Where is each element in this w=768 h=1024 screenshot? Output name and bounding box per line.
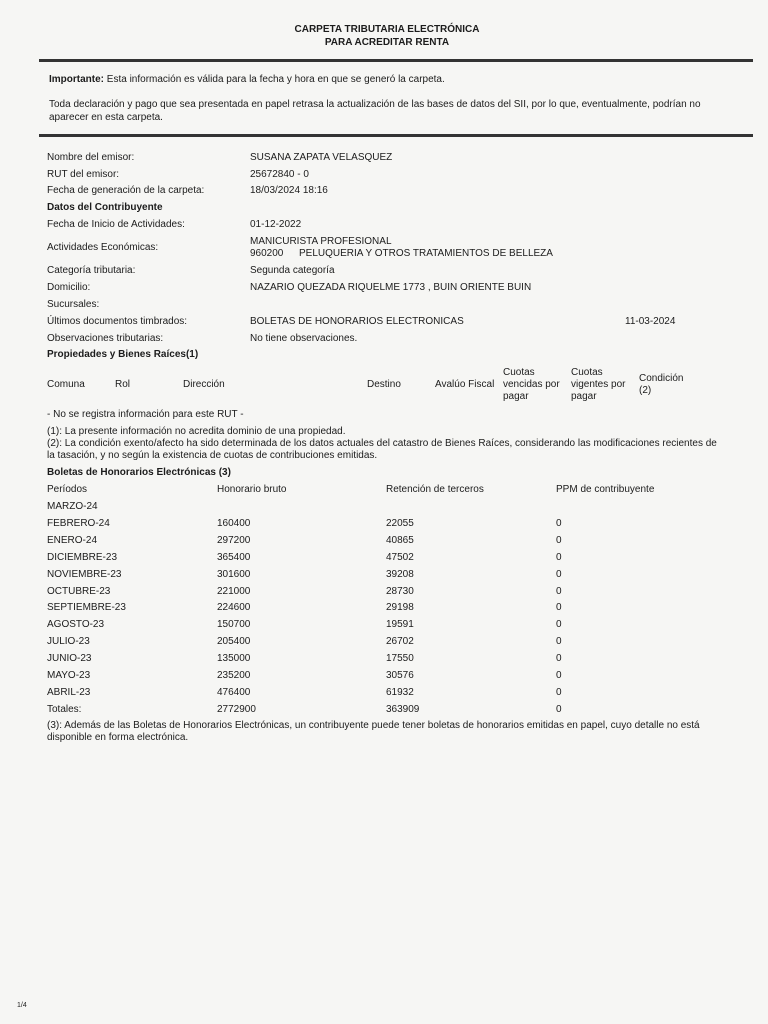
cell-ppm: 0 <box>556 517 562 529</box>
generation-date-label: Fecha de generación de la carpeta: <box>47 185 205 196</box>
cell-bruto: 2772900 <box>217 703 256 715</box>
col-rol: Rol <box>115 379 131 390</box>
boletas-section-title: Boletas de Honorarios Electrónicas (3) <box>47 467 231 478</box>
cell-ppm: 0 <box>556 568 562 580</box>
col-periodos: Períodos <box>47 484 88 495</box>
col-condicion-line1: Condición <box>639 373 684 384</box>
cell-retencion: 17550 <box>386 653 414 665</box>
inicio-actividades-label: Fecha de Inicio de Actividades: <box>47 219 185 230</box>
propiedades-no-info: - No se registra información para este RUT - <box>47 409 244 420</box>
col-cuotas-vigentes <box>571 367 625 403</box>
timbrados-date: 11-03-2024 <box>625 316 676 327</box>
categoria-label: Categoría tributaria: <box>47 265 136 276</box>
important-text: Esta información es válida para la fecha y hora en que se generó la carpeta. <box>104 74 445 85</box>
cell-periodo: SEPTIEMBRE-23 <box>47 602 126 614</box>
cell-retencion: 30576 <box>386 670 414 681</box>
inicio-actividades-value: 01-12-2022 <box>250 219 302 230</box>
cell-bruto: 297200 <box>217 534 251 546</box>
cell-bruto: 160400 <box>217 517 251 529</box>
observaciones-label: Observaciones tributarias: <box>47 333 164 344</box>
cell-bruto: 365400 <box>217 551 251 563</box>
cell-periodo: JUNIO-23 <box>47 653 92 665</box>
cell-bruto: 301600 <box>217 568 251 580</box>
col-destino: Destino <box>367 379 401 390</box>
cell-ppm: 0 <box>556 703 562 715</box>
cell-ppm: 0 <box>556 585 562 597</box>
cell-bruto: 224600 <box>217 602 251 614</box>
paper-notice-line2: aparecer en esta carpeta. <box>49 112 163 123</box>
cell-retencion: 19591 <box>386 619 414 631</box>
cell-ppm: 0 <box>556 619 562 631</box>
cell-ppm: 0 <box>556 551 562 563</box>
cell-periodo: FEBRERO-24 <box>47 517 110 529</box>
cell-ppm: 0 <box>556 670 562 681</box>
propiedades-note-1: (1): La presente información no acredita dominio de una propiedad. <box>47 426 346 437</box>
col-cuotas-vigentes-line1: Cuotas <box>571 367 603 378</box>
cell-ppm: 0 <box>556 534 562 546</box>
col-cuotas-vencidas <box>503 367 560 403</box>
col-cuotas-vigentes-line2: vigentes por <box>571 379 626 390</box>
cell-periodo: OCTUBRE-23 <box>47 585 111 597</box>
col-condicion-line2: (2) <box>639 385 652 396</box>
cell-ppm: 0 <box>556 636 562 648</box>
propiedades-note-2-line2: la tasación, y no según la existencia de cuotas de contribuciones emitidas. <box>47 450 378 461</box>
cell-retencion: 40865 <box>386 534 414 546</box>
cell-retencion: 29198 <box>386 602 414 614</box>
document-title-line1: CARPETA TRIBUTARIA ELECTRÓNICA <box>294 24 480 35</box>
sucursales-label: Sucursales: <box>47 299 100 310</box>
emisor-rut-value: 25672840 - 0 <box>250 169 309 180</box>
emisor-rut-label: RUT del emisor: <box>47 169 120 180</box>
col-honorario-bruto: Honorario bruto <box>217 484 287 495</box>
cell-retencion: 61932 <box>386 686 414 698</box>
boletas-note-3-line2: disponible en forma electrónica. <box>47 732 189 743</box>
cell-periodo: MAYO-23 <box>47 670 91 681</box>
col-cuotas-vencidas-line1: Cuotas <box>503 367 535 378</box>
cell-retencion: 39208 <box>386 568 414 580</box>
cell-periodo: ENERO-24 <box>47 534 98 546</box>
cell-periodo: Totales: <box>47 703 82 715</box>
timbrados-value: BOLETAS DE HONORARIOS ELECTRONICAS <box>250 316 464 327</box>
col-cuotas-vigentes-line3: pagar <box>571 391 597 402</box>
cell-ppm: 0 <box>556 653 562 665</box>
col-condicion <box>639 373 683 397</box>
col-cuotas-vencidas-line2: vencidas por <box>503 379 560 390</box>
propiedades-section-title: Propiedades y Bienes Raíces(1) <box>47 349 199 360</box>
boletas-note-3-line1: (3): Además de las Boletas de Honorarios Electrónicas, un contribuyente puede tener boletas de honorarios emitidas en papel, cuyo detalle no está <box>47 720 700 731</box>
cell-retencion: 47502 <box>386 551 414 563</box>
cell-ppm: 0 <box>556 602 562 614</box>
cell-retencion: 26702 <box>386 636 414 648</box>
cell-periodo: NOVIEMBRE-23 <box>47 568 122 580</box>
categoria-value: Segunda categoría <box>250 265 335 276</box>
cell-bruto: 235200 <box>217 670 251 681</box>
col-avaluo: Avalúo Fiscal <box>435 379 495 390</box>
col-ppm: PPM de contribuyente <box>556 484 655 495</box>
cell-bruto: 205400 <box>217 636 251 648</box>
cell-bruto: 476400 <box>217 686 251 698</box>
header-divider <box>39 59 753 62</box>
domicilio-value: NAZARIO QUEZADA RIQUELME 1773 , BUIN ORIENTE BUIN <box>250 282 532 293</box>
cell-periodo: JULIO-23 <box>47 636 90 648</box>
important-notice <box>49 74 445 86</box>
cell-ppm: 0 <box>556 686 562 698</box>
actividades-label: Actividades Económicas: <box>47 242 159 253</box>
col-cuotas-vencidas-line3: pagar <box>503 391 529 402</box>
actividad-2-code: 960200 <box>250 248 284 259</box>
document-title-line2: PARA ACREDITAR RENTA <box>324 37 450 48</box>
notice-divider <box>39 134 753 137</box>
cell-periodo: DICIEMBRE-23 <box>47 551 118 563</box>
cell-periodo: ABRIL-23 <box>47 686 91 698</box>
domicilio-label: Domicilio: <box>47 282 91 293</box>
actividad-1: MANICURISTA PROFESIONAL <box>250 236 392 247</box>
col-comuna: Comuna <box>47 379 85 390</box>
cell-bruto: 150700 <box>217 619 251 631</box>
observaciones-value: No tiene observaciones. <box>250 333 358 344</box>
col-direccion: Dirección <box>183 379 225 390</box>
cell-retencion: 363909 <box>386 703 420 715</box>
timbrados-label: Últimos documentos timbrados: <box>47 316 188 327</box>
emisor-name-label: Nombre del emisor: <box>47 152 135 163</box>
cell-retencion: 28730 <box>386 585 414 597</box>
important-label: Importante: <box>49 74 104 85</box>
cell-bruto: 221000 <box>217 585 251 597</box>
cell-retencion: 22055 <box>386 517 414 529</box>
cell-bruto: 135000 <box>217 653 251 665</box>
actividad-2-name: PELUQUERIA Y OTROS TRATAMIENTOS DE BELLEZA <box>299 248 553 259</box>
emisor-name-value: SUSANA ZAPATA VELASQUEZ <box>250 152 393 163</box>
contribuyente-section-title: Datos del Contribuyente <box>47 202 163 213</box>
page-number: 1/4 <box>17 1002 27 1009</box>
generation-date-value: 18/03/2024 18:16 <box>250 185 328 196</box>
paper-notice-line1: Toda declaración y pago que sea presentada en papel retrasa la actualización de las bases de datos del SII, por lo que, eventualmente, podrían no <box>49 99 701 110</box>
cell-periodo: MARZO-24 <box>47 501 98 512</box>
col-retencion: Retención de terceros <box>386 484 484 495</box>
cell-periodo: AGOSTO-23 <box>47 619 105 631</box>
propiedades-note-2-line1: (2): La condición exento/afecto ha sido determinada de los datos actuales del catastro de Bienes Raíces, considerando las modificaciones recientes de <box>47 438 717 449</box>
